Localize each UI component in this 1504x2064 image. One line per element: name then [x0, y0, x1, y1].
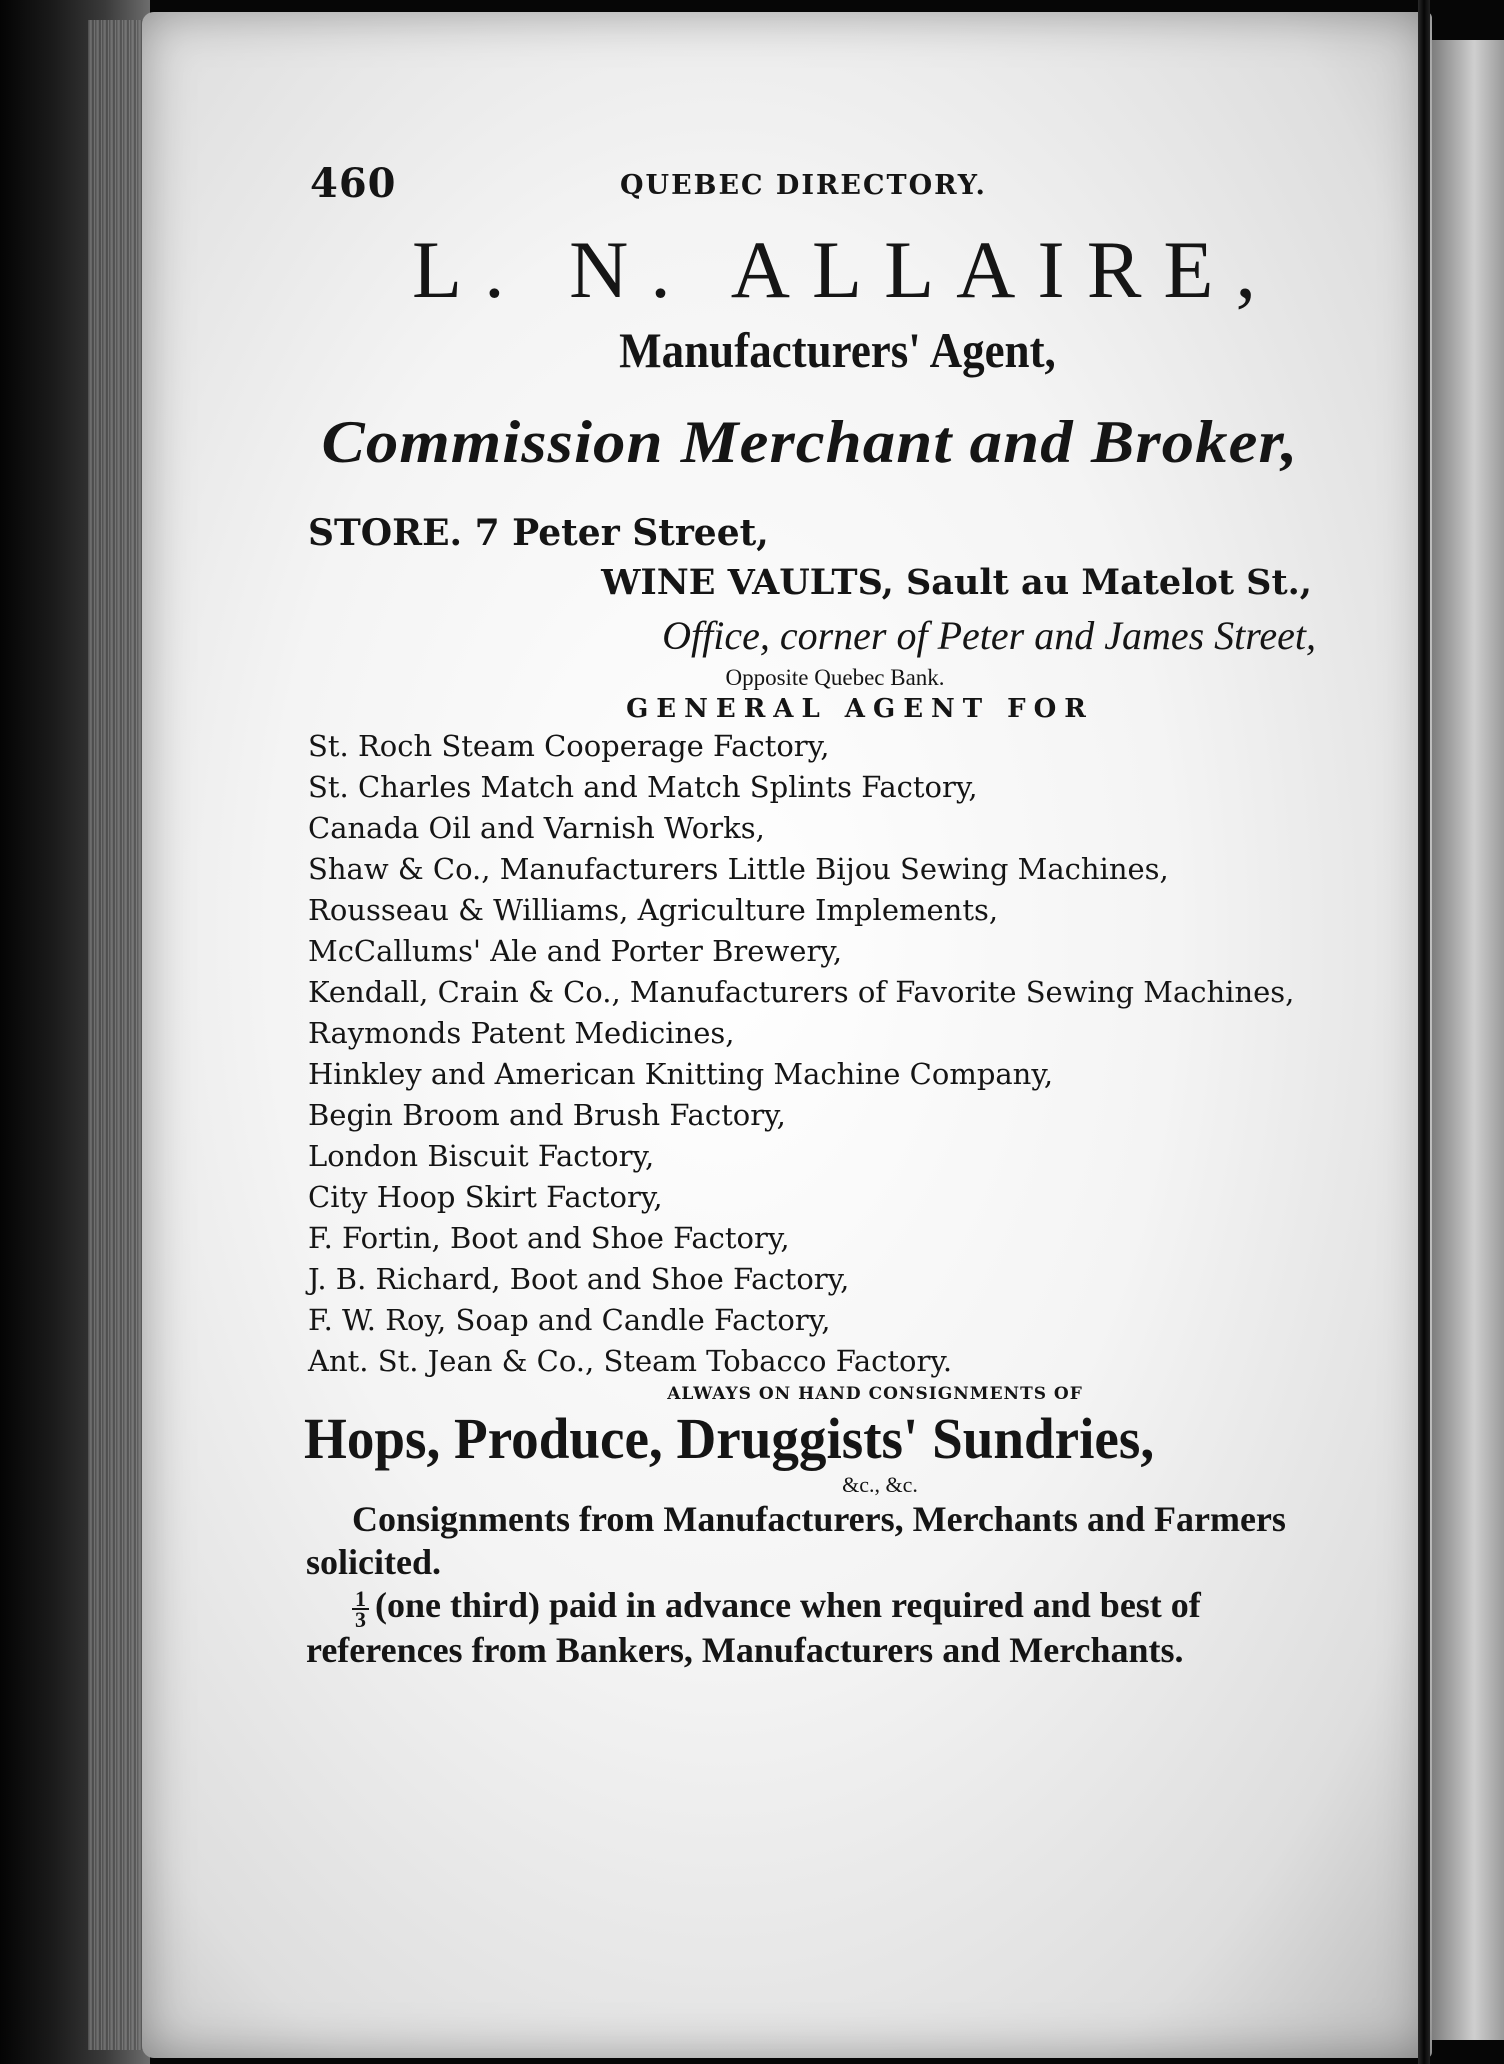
agency-item: St. Roch Steam Cooperage Factory,: [308, 729, 830, 763]
advertiser-subtitle: Manufacturers' Agent,: [619, 322, 1056, 378]
advertisement-content: [300, 150, 1330, 1672]
advance-terms: [306, 1584, 1336, 1672]
fraction-denominator: 3: [355, 1606, 366, 1632]
agency-item: Shaw & Co., Manufacturers Little Bijou Sewing Machines,: [308, 852, 1169, 886]
closing-terms: [306, 1498, 1336, 1672]
advertiser-name: L. N. ALLAIRE,: [412, 224, 1278, 315]
agency-item: J. B. Richard, Boot and Shoe Factory,: [308, 1262, 850, 1296]
goods-on-hand: Hops, Produce, Druggists' Sundries,: [304, 1406, 1155, 1471]
wine-vaults-address: WINE VAULTS, Sault au Matelot St.,: [601, 562, 1312, 603]
consignments-heading: ALWAYS ON HAND CONSIGNMENTS OF: [667, 1384, 1083, 1404]
agency-item: Canada Oil and Varnish Works,: [308, 811, 765, 845]
etcetera: &c., &c.: [842, 1472, 918, 1497]
advance-terms-text: (one third) paid in advance when required and best of references from Bankers, Manufacturers and Merchants.: [306, 1585, 1201, 1670]
agency-item: St. Charles Match and Match Splints Factory,: [308, 770, 978, 804]
office-address: Office, corner of Peter and James Street,: [662, 613, 1316, 658]
agency-item: Kendall, Crain & Co., Manufacturers of Favorite Sewing Machines,: [308, 975, 1295, 1009]
one-third-fraction: [352, 1585, 369, 1632]
solicit-text: Consignments from Manufacturers, Merchants and Farmers solicited.: [306, 1499, 1286, 1582]
agency-item: Raymonds Patent Medicines,: [308, 1016, 735, 1050]
agency-item: F. W. Roy, Soap and Candle Factory,: [308, 1303, 831, 1337]
running-head: [300, 150, 1330, 210]
agent-heading: GENERAL AGENT FOR: [626, 694, 1094, 724]
agency-item: City Hoop Skirt Factory,: [308, 1180, 663, 1214]
running-title: QUEBEC DIRECTORY.: [620, 170, 987, 201]
page-number: 460: [310, 160, 397, 207]
agency-item: F. Fortin, Boot and Shoe Factory,: [308, 1221, 790, 1255]
agency-item: London Biscuit Factory,: [308, 1139, 655, 1173]
business-description: Commission Merchant and Broker,: [321, 409, 1299, 475]
store-address: STORE. 7 Peter Street,: [308, 512, 769, 554]
facing-page-edge: [1430, 40, 1504, 2040]
agency-item: Rousseau & Williams, Agriculture Implements,: [308, 893, 999, 927]
agency-item: Ant. St. Jean & Co., Steam Tobacco Factory.: [308, 1344, 953, 1378]
agency-list: [300, 726, 1330, 1382]
agency-item: Hinkley and American Knitting Machine Company,: [308, 1057, 1054, 1091]
agency-item: McCallums' Ale and Porter Brewery,: [308, 934, 843, 968]
fraction-numerator: 1: [352, 1589, 369, 1610]
office-landmark: Opposite Quebec Bank.: [725, 665, 945, 690]
page-gutter: [1418, 0, 1430, 2064]
agency-item: Begin Broom and Brush Factory,: [308, 1098, 786, 1132]
